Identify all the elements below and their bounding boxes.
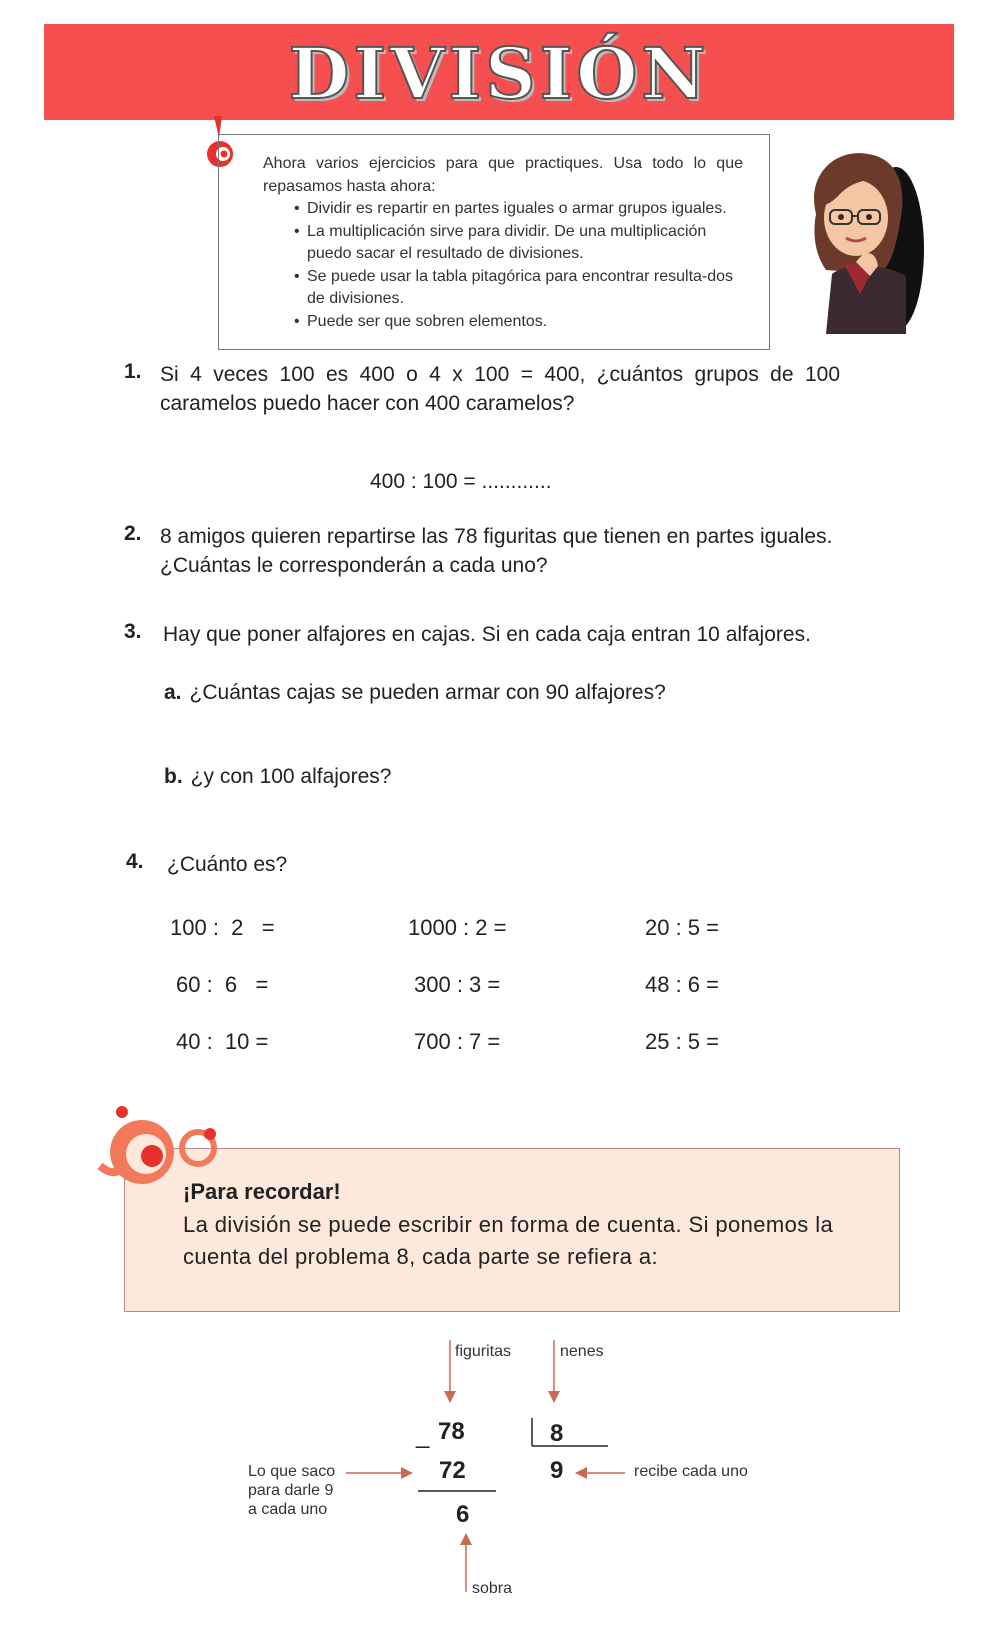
label-lo-que-saco bbox=[248, 1462, 335, 1519]
q1-text: Si 4 veces 100 es 400 o 4 x 100 = 400, ¿cuántos grupos de 100 caramelos puedo hacer con 400 caramelos? bbox=[160, 363, 840, 415]
q2-number: 2. bbox=[124, 522, 142, 545]
q4-op: 20 : 5 = bbox=[645, 915, 720, 940]
q3a-text: ¿Cuántas cajas se pueden armar con 90 alfajores? bbox=[189, 681, 666, 704]
intro-box bbox=[218, 134, 770, 350]
q4-op: 700 : 7 = bbox=[414, 1029, 501, 1054]
label-figuritas: figuritas bbox=[455, 1343, 512, 1360]
q1-equation: 400 : 100 = ............ bbox=[370, 470, 552, 493]
product: 72 bbox=[439, 1457, 466, 1484]
label-left-line: para darle 9 bbox=[248, 1482, 334, 1499]
intro-lead: Ahora varios ejercicios para que practiques. Usa todo lo que repasamos hasta ahora: bbox=[263, 155, 743, 195]
q4-op: 40 : 10 = bbox=[176, 1029, 269, 1054]
q3-number: 3. bbox=[124, 620, 142, 643]
teacher-avatar-icon bbox=[796, 144, 936, 334]
q4-op: 300 : 3 = bbox=[414, 972, 501, 997]
label-sobra: sobra bbox=[472, 1580, 513, 1597]
dividend: 78 bbox=[438, 1418, 465, 1445]
q4-op: 60 : 6 = bbox=[176, 972, 269, 997]
q3a-label: a. bbox=[164, 681, 182, 704]
page-title: DIVISIÓN bbox=[288, 32, 710, 115]
bubbles-icon bbox=[98, 1106, 228, 1188]
q4-op: 25 : 5 = bbox=[645, 1029, 720, 1054]
q3b-text: ¿y con 100 alfajores? bbox=[190, 765, 392, 788]
intro-bullet: • Dividir es repartir en partes iguales o armar grupos iguales. bbox=[307, 198, 743, 221]
divisor: 8 bbox=[550, 1420, 564, 1447]
remember-box bbox=[124, 1148, 900, 1312]
q3a bbox=[164, 678, 784, 707]
remember-title: ¡Para recordar! bbox=[183, 1179, 341, 1204]
q4-op: 100 : 2 = bbox=[170, 915, 275, 940]
q3b-label: b. bbox=[164, 765, 183, 788]
minus-sign: _ bbox=[416, 1422, 430, 1449]
label-left-line: Lo que saco bbox=[248, 1463, 336, 1480]
intro-bullets bbox=[263, 198, 743, 333]
intro-bullet: • La multiplicación sirve para dividir. De una multiplicación puedo sacar el resultado de divisiones. bbox=[307, 221, 743, 266]
title-banner bbox=[44, 24, 954, 120]
q4-number: 4. bbox=[126, 850, 144, 873]
remainder: 6 bbox=[456, 1501, 470, 1528]
q1-number: 1. bbox=[124, 360, 142, 383]
q2-text: 8 amigos quieren repartirse las 78 figuritas que tienen en partes iguales. ¿Cuántas le corresponderán a cada uno? bbox=[160, 525, 833, 577]
q4-op: 1000 : 2 = bbox=[408, 915, 507, 940]
q3b bbox=[164, 762, 784, 791]
remember-text: La división se puede escribir en forma de cuenta. Si ponemos la cuenta del problema 8, cada parte se refiera a: bbox=[183, 1212, 834, 1269]
intro-bullet: • Puede ser que sobren elementos. bbox=[307, 311, 743, 334]
quotient: 9 bbox=[550, 1457, 564, 1484]
q3-text: Hay que poner alfajores en cajas. Si en cada caja entran 10 alfajores. bbox=[163, 623, 811, 646]
q4-op: 48 : 6 = bbox=[645, 972, 720, 997]
label-left-line: a cada uno bbox=[248, 1501, 328, 1518]
label-nenes: nenes bbox=[560, 1343, 604, 1360]
intro-bullet: • Se puede usar la tabla pitagórica para encontrar resulta-dos de divisiones. bbox=[307, 266, 743, 311]
q4-text: ¿Cuánto es? bbox=[167, 853, 288, 876]
label-recibe: recibe cada uno bbox=[634, 1463, 748, 1480]
